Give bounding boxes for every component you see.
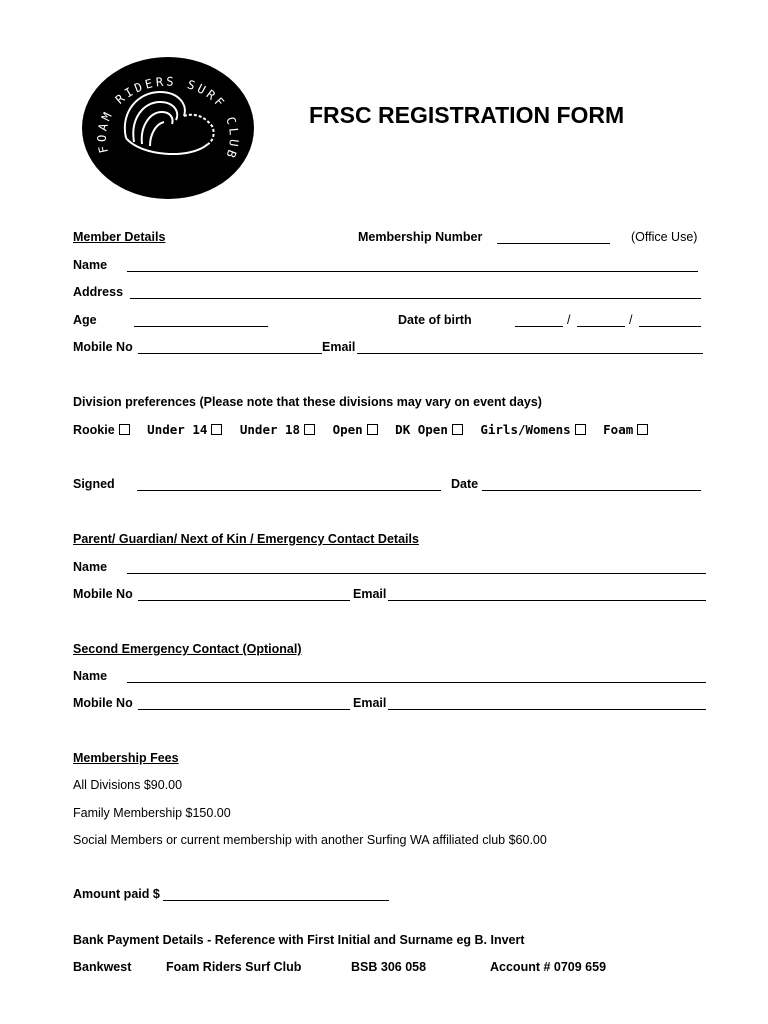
member-age-field[interactable] (134, 326, 268, 327)
membership-number-field[interactable] (497, 243, 610, 244)
division-options (73, 422, 662, 437)
parent-name-field[interactable] (127, 573, 706, 574)
fee-social: Social Members or current membership with another Surfing WA affiliated club $60.00 (73, 833, 547, 847)
parent-name-label: Name (73, 560, 108, 574)
fee-all-divisions: All Divisions $90.00 (73, 778, 183, 792)
signed-label: Signed (73, 477, 115, 491)
date-label: Date (451, 477, 479, 491)
member-email-field[interactable] (357, 353, 703, 354)
second-contact-heading: Second Emergency Contact (Optional) (73, 642, 302, 656)
member-mobile-field[interactable] (138, 353, 322, 354)
dob-month-field[interactable] (577, 326, 625, 327)
bank-bsb: BSB 306 058 (351, 960, 427, 974)
signature-field[interactable] (137, 490, 441, 491)
second-name-label: Name (73, 669, 108, 683)
checkbox[interactable] (637, 424, 648, 435)
division-option-girls-womens[interactable]: Girls/Womens (480, 422, 585, 437)
parent-email-field[interactable] (388, 600, 706, 601)
member-address-label: Address (73, 285, 124, 299)
member-dob-label: Date of birth (398, 313, 472, 327)
second-mobile-field[interactable] (138, 709, 350, 710)
second-email-field[interactable] (388, 709, 706, 710)
division-preferences-heading: Division preferences (Please note that these divisions may vary on event days) (73, 395, 542, 409)
division-option-under-14[interactable]: Under 14 (147, 422, 222, 437)
checkbox[interactable] (304, 424, 315, 435)
division-option-dk-open[interactable]: DK Open (395, 422, 463, 437)
dob-separator: / (629, 313, 633, 327)
second-email-label: Email (353, 696, 387, 710)
parent-mobile-field[interactable] (138, 600, 350, 601)
wave-logo-icon (80, 56, 256, 200)
date-field[interactable] (482, 490, 701, 491)
checkbox[interactable] (119, 424, 130, 435)
parent-contact-heading: Parent/ Guardian/ Next of Kin / Emergency Contact Details (73, 532, 419, 546)
member-details-heading: Member Details (73, 230, 166, 244)
office-use-note: (Office Use) (631, 230, 698, 244)
member-name-field[interactable] (127, 271, 698, 272)
logo-arc-text: FOAM RIDERS SURF CLUB (94, 74, 242, 163)
club-logo (80, 56, 256, 200)
dob-year-field[interactable] (639, 326, 701, 327)
member-address-field[interactable] (130, 298, 701, 299)
division-option-rookie[interactable]: Rookie (73, 423, 130, 437)
second-mobile-label: Mobile No (73, 696, 133, 710)
amount-paid-field[interactable] (163, 900, 389, 901)
checkbox[interactable] (211, 424, 222, 435)
member-age-label: Age (73, 313, 97, 327)
checkbox[interactable] (367, 424, 378, 435)
member-mobile-label: Mobile No (73, 340, 133, 354)
membership-number-label: Membership Number (358, 230, 483, 244)
membership-fees-heading: Membership Fees (73, 751, 179, 765)
parent-mobile-label: Mobile No (73, 587, 133, 601)
bank-account-name: Foam Riders Surf Club (166, 960, 302, 974)
fee-family: Family Membership $150.00 (73, 806, 231, 820)
dob-separator: / (567, 313, 571, 327)
member-email-label: Email (322, 340, 356, 354)
parent-email-label: Email (353, 587, 387, 601)
checkbox[interactable] (575, 424, 586, 435)
second-name-field[interactable] (127, 682, 706, 683)
bank-payment-heading: Bank Payment Details - Reference with First Initial and Surname eg B. Invert (73, 933, 525, 947)
amount-paid-label: Amount paid $ (73, 887, 160, 901)
bank-name: Bankwest (73, 960, 132, 974)
division-option-under-18[interactable]: Under 18 (240, 422, 315, 437)
division-option-foam[interactable]: Foam (603, 422, 648, 437)
member-name-label: Name (73, 258, 108, 272)
checkbox[interactable] (452, 424, 463, 435)
division-option-open[interactable]: Open (333, 422, 378, 437)
page-title: FRSC REGISTRATION FORM (309, 102, 625, 128)
bank-account-number: Account # 0709 659 (490, 960, 607, 974)
dob-day-field[interactable] (515, 326, 563, 327)
